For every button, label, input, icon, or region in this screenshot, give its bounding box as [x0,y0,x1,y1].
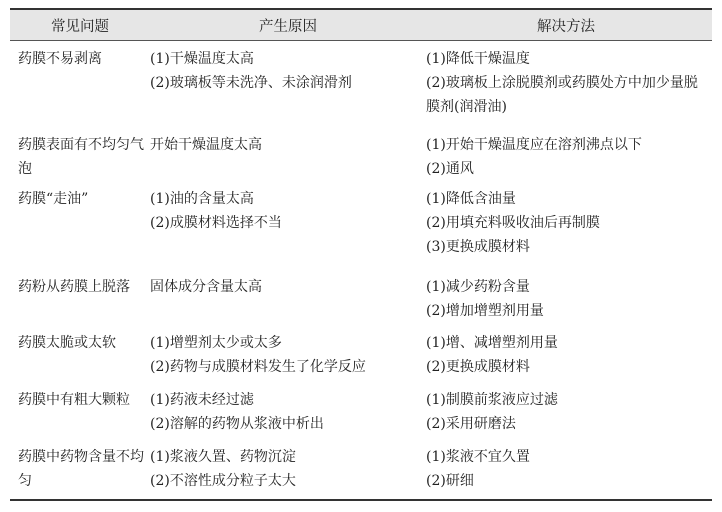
solution-line: (1)增、减增塑剂用量 [426,335,558,351]
cause-line: (1)干燥温度太高 [150,51,254,67]
solution-line: (1)制膜前浆液应过滤 [426,392,558,408]
bottom-rule [10,499,712,501]
solution-line: (2)采用研磨法 [426,416,516,432]
solution-line: (1)降低含油量 [426,191,516,207]
table-row [10,127,712,181]
problem-line: 药膜表面有不均匀气泡 [18,137,144,177]
cause-line: (2)溶解的药物从浆液中析出 [150,416,324,432]
cause-line: (2)药物与成膜材料发生了化学反应 [150,359,366,375]
solution-cell [426,127,712,181]
solution-line: (1)浆液不宜久置 [426,449,530,465]
cause-line: (1)油的含量太高 [150,191,254,207]
problem-cell [10,127,150,181]
cause-line: (1)增塑剂太少或太多 [150,335,282,351]
solution-line: (2)通风 [426,161,474,177]
table-header [10,10,712,41]
problem-cell [10,325,150,355]
problem-cell [10,382,150,412]
problem-line: 药膜中有粗大颗粒 [18,392,130,408]
solution-line: (1)开始干燥温度应在溶剂沸点以下 [426,137,642,153]
cause-cell [150,382,426,436]
cause-line: 固体成分含量太高 [150,279,262,295]
cause-line: 开始干燥温度太高 [150,137,262,153]
table-row [10,269,712,325]
cause-line: (1)浆液久置、药物沉淀 [150,449,296,465]
problem-line: 药粉从药膜上脱落 [18,279,130,295]
solution-line: (3)更换成膜材料 [426,239,530,255]
cause-cell [150,325,426,379]
table-body [10,41,712,499]
solution-cell [426,181,712,259]
cause-line: (1)药液未经过滤 [150,392,254,408]
solution-cell [426,269,712,323]
problem-cell [10,181,150,211]
problem-cell [10,439,150,493]
cause-cell [150,439,426,493]
cause-cell [150,269,426,299]
problem-line: 药膜“走油” [18,191,89,207]
problem-line: 药膜不易剥离 [18,51,102,67]
table-row [10,439,712,499]
header-cause: 产生原因 [259,18,317,35]
header-problem: 常见问题 [51,18,109,35]
solution-line: (2)增加增塑剂用量 [426,303,544,319]
cause-line: (2)不溶性成分粒子太大 [150,473,296,489]
solution-line: (2)研细 [426,473,474,489]
solution-line: (2)用填充料吸收油后再制膜 [426,215,600,231]
table-row [10,181,712,269]
problem-cell [10,269,150,299]
problem-cell [10,41,150,71]
table-row [10,382,712,439]
solution-cell [426,41,712,119]
solution-cell [426,325,712,379]
cause-line: (2)成膜材料选择不当 [150,215,282,231]
solution-cell [426,382,712,436]
solution-line: (1)降低干燥温度 [426,51,530,67]
cause-cell [150,127,426,157]
problem-line: 药膜中药物含量不均匀 [18,449,144,489]
table-row [10,325,712,382]
table-row [10,41,712,127]
cause-line: (2)玻璃板等未洗净、未涂润滑剂 [150,75,352,91]
cause-cell [150,181,426,235]
solution-cell [426,439,712,493]
cause-cell [150,41,426,95]
problem-line: 药膜太脆或太软 [18,335,116,351]
solution-line: (2)玻璃板上涂脱膜剂或药膜处方中加少量脱膜剂(润滑油) [426,75,698,115]
solution-line: (1)减少药粉含量 [426,279,530,295]
solution-line: (2)更换成膜材料 [426,359,530,375]
troubleshooting-table [10,8,712,501]
header-solution: 解决方法 [537,18,595,35]
